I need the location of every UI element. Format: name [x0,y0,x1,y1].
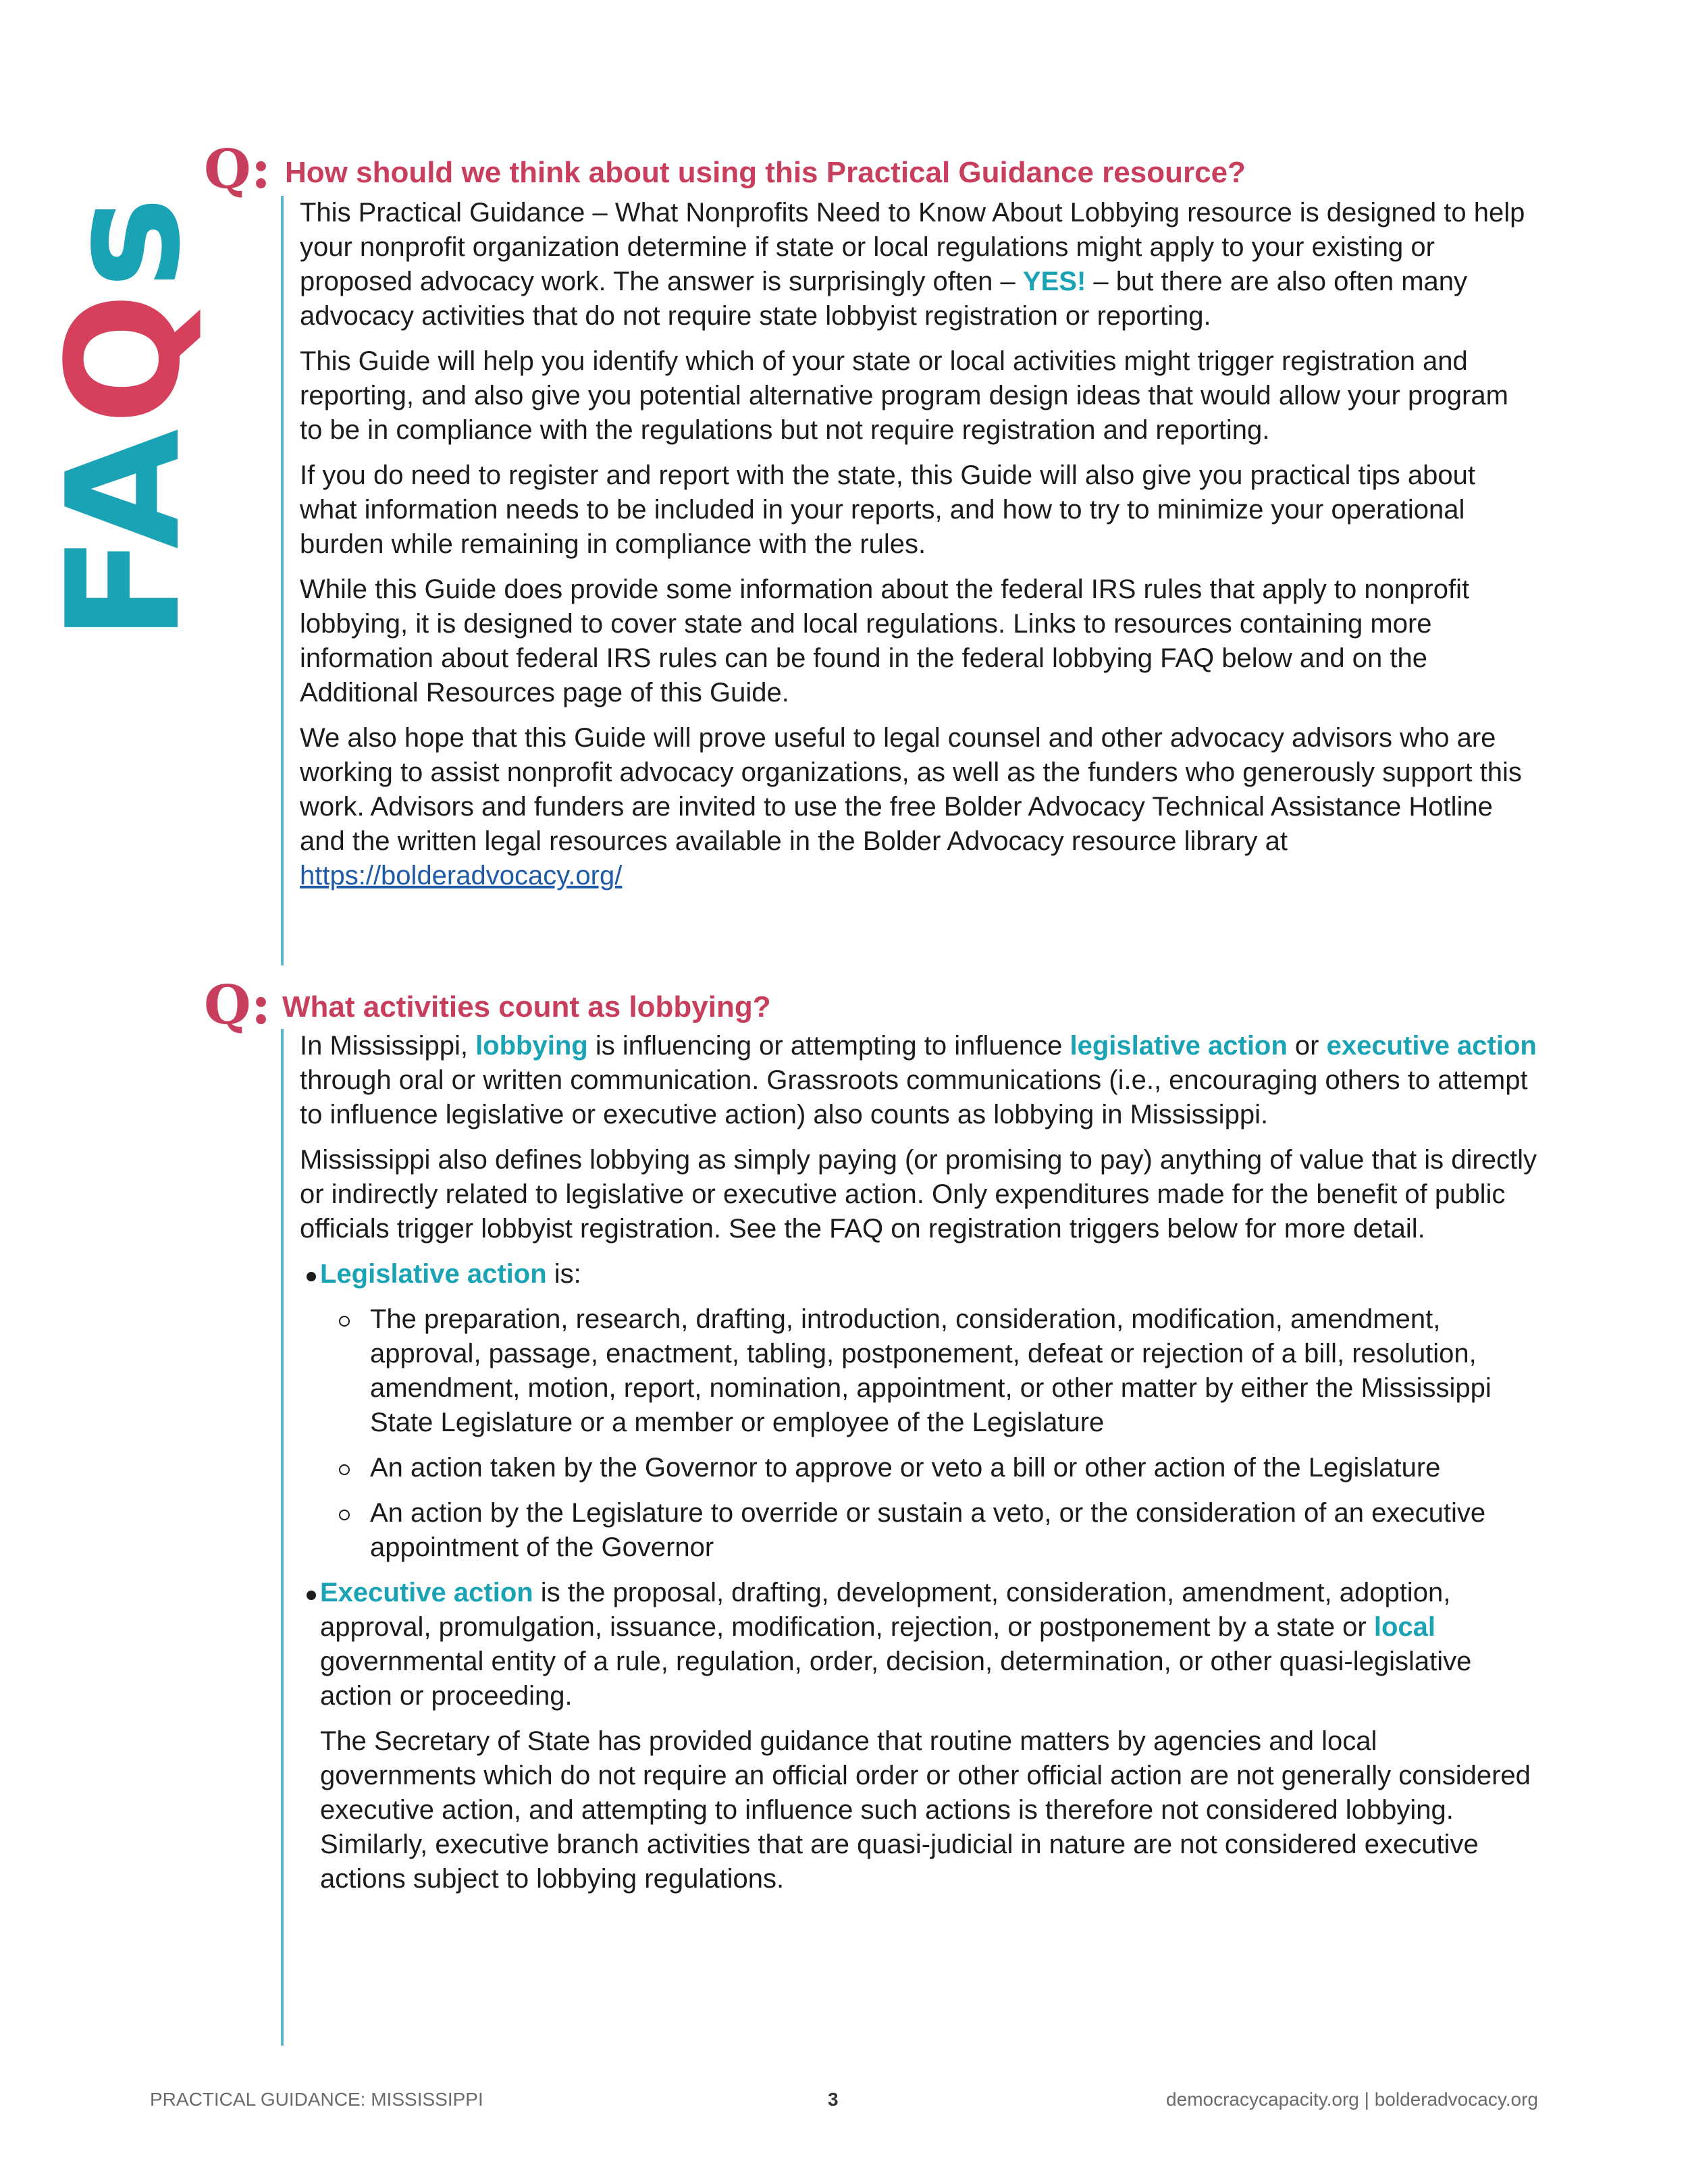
bullet-legislative-action: Legislative action is: [300,1257,1537,1291]
faqs-title-q: Q [34,288,215,425]
sub-item-3: An action by the Legislature to override or sustain a veto, or the consideration of an executive appointment of the Governor [300,1496,1537,1565]
faq1-heading: How should we think about using this Practical Guidance resource? [285,156,1246,189]
faq2-heading: What activities count as lobbying? [282,990,771,1023]
legislative-action-term: legislative action [1070,1031,1288,1061]
bullet-dot-icon [307,1591,316,1600]
faqs-title-fa: FA [34,425,215,641]
faq1-paragraph-2: This Guide will help you identify which of your state or local activities might trigger registration and reporting, and also give you potential alternative program design ideas that would allow your program to be in compliance with the regulations but not require registration and reporting. [300,346,1508,445]
faq1-body [281,196,1537,965]
executive-action-term: executive action [1326,1031,1537,1061]
faq1-paragraph-3: If you do need to register and report with the state, this Guide will also give you practical tips about what information needs to be included in your reports, and how to try to minimize your operational burden while remaining in compliance with the rules. [300,460,1475,559]
sub-item-1: The preparation, research, drafting, introduction, consideration, modification, amendment, approval, passage, enactment, tabling, postponement, defeat or rejection of a bill, resolution, amendment, motion, report, nomination, appointment, or other matter by either the Mississippi State Legislature or a member or employee of the Legislature [300,1302,1537,1440]
page-number: 3 [828,2089,839,2110]
faq1-paragraph-5: We also hope that this Guide will prove useful to legal counsel and other advocacy advisors who are working to assist nonprofit advocacy organizations, as well as the funders who generously support this work. Advisors and funders are invited to use the free Bolder Advocacy Technical Assistance Hotline and the written legal resources available in the Bolder Advocacy resource library at https://bolderadvocacy.org/ [300,723,1522,890]
faqs-title-s: s [34,192,215,289]
faq2-q-mark: Q: [204,973,271,1036]
sub-bullet-circle-icon [339,1464,350,1475]
faqs-side-title [34,155,215,641]
footer-right: democracycapacity.org | bolderadvocacy.org [1166,2089,1538,2110]
sub-bullet-circle-icon [339,1510,350,1520]
footer-left: PRACTICAL GUIDANCE: MISSISSIPPI [150,2089,483,2110]
local-term: local [1373,1612,1436,1642]
faq2-paragraph-1: In Mississippi, lobbying is influencing or attempting to influence legislative action or executive action through oral or written communication. Grassroots communications (i.e., encouraging others to attempt to influence legislative or executive action) also counts as lobbying in Mississippi. [300,1031,1537,1129]
bullet-executive-action: Executive action is the proposal, drafting, development, consideration, amendment, adoption, approval, promulgation, issuance, modification, rejection, or postponement by a state or local governmental entity of a rule, regulation, order, decision, determination, or other quasi-legislative action or proceeding. [300,1576,1537,1713]
lobbying-term: lobbying [475,1031,588,1061]
faq2-paragraph-3: The Secretary of State has provided guidance that routine matters by agencies and local governments which do not require an official order or other official action are not generally considered executive action, and attempting to influence such actions is therefore not considered lobbying. Similarly, executive branch activities that are quasi-judicial in nature are not considered executive actions subject to lobbying regulations. [320,1726,1531,1894]
bolder-advocacy-link[interactable]: https://bolderadvocacy.org/ [300,861,623,890]
faq1-q-mark: Q: [204,137,271,201]
sub-item-2: An action taken by the Governor to approve or veto a bill or other action of the Legislature [300,1451,1537,1485]
yes-highlight: YES! [1022,267,1086,296]
bullet-dot-icon [307,1272,316,1281]
faq1-paragraph-4: While this Guide does provide some information about the federal IRS rules that apply to nonprofit lobbying, it is designed to cover state and local regulations. Links to resources containing more information about federal IRS rules can be found in the federal lobbying FAQ below and on the Additional Resources page of this Guide. [300,575,1470,708]
faq1-paragraph-1: This Practical Guidance – What Nonprofits Need to Know About Lobbying resource is designed to help your nonprofit organization determine if state or local regulations might apply to your existing or proposed advocacy work. The answer is surprisingly often – YES! – but there are also often many advocacy activities that do not require state lobbyist registration or reporting. [300,198,1525,331]
faq2-paragraph-2: Mississippi also defines lobbying as simply paying (or promising to pay) anything of value that is directly or indirectly related to legislative or executive action. Only expenditures made for the benefit of public officials trigger lobbyist registration. See the FAQ on registration triggers below for more detail. [300,1145,1537,1244]
sub-bullet-circle-icon [339,1316,350,1327]
faq2-body [281,1029,1537,2046]
